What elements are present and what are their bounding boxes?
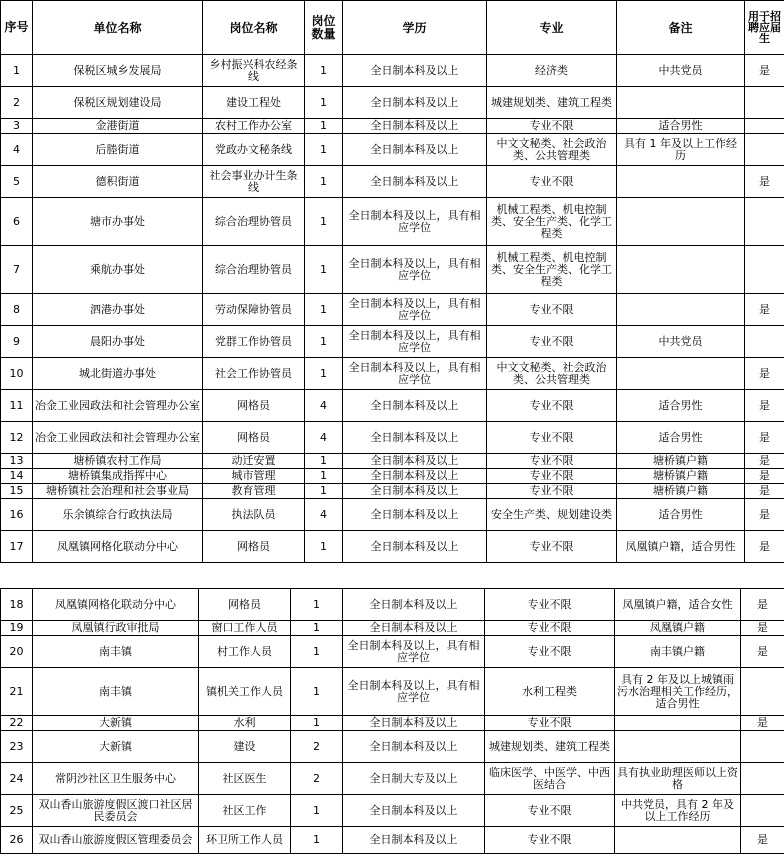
cell-note: 适合男性 xyxy=(617,422,745,454)
cell-edu: 全日制本科及以上，具有相应学位 xyxy=(343,668,485,716)
cell-unit: 城北街道办事处 xyxy=(33,358,203,390)
cell-unit: 塘桥镇农村工作局 xyxy=(33,454,203,469)
cell-post: 网格员 xyxy=(203,531,305,563)
cell-seq: 5 xyxy=(1,166,33,198)
header-flag: 用于招聘应届生 xyxy=(745,1,784,55)
cell-seq: 16 xyxy=(1,499,33,531)
cell-major: 专业不限 xyxy=(485,716,615,731)
cell-unit: 保税区规划建设局 xyxy=(33,87,203,119)
cell-note: 适合男性 xyxy=(617,390,745,422)
cell-unit: 塘市办事处 xyxy=(33,198,203,246)
cell-unit: 后塍街道 xyxy=(33,134,203,166)
cell-post: 网格员 xyxy=(203,390,305,422)
cell-flag xyxy=(745,119,784,134)
cell-count: 1 xyxy=(291,668,343,716)
cell-post: 镇机关工作人员 xyxy=(199,668,291,716)
cell-unit: 南丰镇 xyxy=(33,668,199,716)
cell-major: 专业不限 xyxy=(487,531,617,563)
cell-seq: 7 xyxy=(1,246,33,294)
cell-note xyxy=(617,166,745,198)
cell-major: 专业不限 xyxy=(487,469,617,484)
table-row xyxy=(1,589,784,621)
table-row xyxy=(1,119,784,134)
cell-seq: 19 xyxy=(1,621,33,636)
cell-unit: 德积街道 xyxy=(33,166,203,198)
cell-edu: 全日制本科及以上 xyxy=(343,119,487,134)
cell-note: 具有执业助理医师以上资格 xyxy=(615,763,741,795)
cell-count: 4 xyxy=(305,422,343,454)
cell-post: 窗口工作人员 xyxy=(199,621,291,636)
cell-post: 建设工程处 xyxy=(203,87,305,119)
cell-note: 南丰镇户籍 xyxy=(615,636,741,668)
cell-count: 1 xyxy=(291,716,343,731)
table-row xyxy=(1,731,784,763)
cell-count: 4 xyxy=(305,390,343,422)
cell-count: 1 xyxy=(291,795,343,827)
cell-edu: 全日制本科及以上 xyxy=(343,731,485,763)
cell-post: 城市管理 xyxy=(203,469,305,484)
cell-flag: 是 xyxy=(745,55,784,87)
table-row xyxy=(1,621,784,636)
cell-note xyxy=(617,246,745,294)
cell-flag xyxy=(745,198,784,246)
cell-unit: 凤凰镇网格化联动分中心 xyxy=(33,531,203,563)
cell-note: 凤凰镇户籍，适合女性 xyxy=(615,589,741,621)
cell-note: 具有 2 年及以上城镇雨污水治理相关工作经历，适合男性 xyxy=(615,668,741,716)
cell-post: 执法队员 xyxy=(203,499,305,531)
cell-unit: 凤凰镇行政审批局 xyxy=(33,621,199,636)
cell-major: 专业不限 xyxy=(487,166,617,198)
table-row xyxy=(1,390,784,422)
cell-note xyxy=(615,716,741,731)
cell-note: 凤凰镇户籍，适合男性 xyxy=(617,531,745,563)
cell-unit: 大新镇 xyxy=(33,716,199,731)
cell-note: 中共党员 xyxy=(617,55,745,87)
cell-flag xyxy=(741,795,784,827)
cell-post: 党政办文秘条线 xyxy=(203,134,305,166)
header-count: 岗位数量 xyxy=(305,1,343,55)
cell-note: 塘桥镇户籍 xyxy=(617,484,745,499)
header-row xyxy=(1,1,784,55)
cell-count: 1 xyxy=(305,55,343,87)
cell-note: 适合男性 xyxy=(617,499,745,531)
cell-post: 网格员 xyxy=(203,422,305,454)
cell-major: 专业不限 xyxy=(487,454,617,469)
cell-seq: 25 xyxy=(1,795,33,827)
cell-major: 临床医学、中医学、中西医结合 xyxy=(485,763,615,795)
cell-count: 1 xyxy=(305,531,343,563)
cell-edu: 全日制本科及以上 xyxy=(343,87,487,119)
cell-count: 1 xyxy=(291,827,343,854)
cell-post: 网格员 xyxy=(199,589,291,621)
cell-seq: 21 xyxy=(1,668,33,716)
cell-edu: 全日制本科及以上 xyxy=(343,166,487,198)
cell-note xyxy=(617,198,745,246)
cell-edu: 全日制本科及以上 xyxy=(343,454,487,469)
cell-post: 综合治理协管员 xyxy=(203,198,305,246)
cell-seq: 18 xyxy=(1,589,33,621)
cell-flag: 是 xyxy=(741,827,784,854)
cell-edu: 全日制本科及以上 xyxy=(343,827,485,854)
table-row xyxy=(1,454,784,469)
cell-count: 1 xyxy=(291,589,343,621)
cell-seq: 17 xyxy=(1,531,33,563)
table-row xyxy=(1,134,784,166)
table-row xyxy=(1,763,784,795)
cell-count: 1 xyxy=(305,326,343,358)
header-major: 专业 xyxy=(487,1,617,55)
cell-major: 专业不限 xyxy=(485,636,615,668)
cell-major: 专业不限 xyxy=(487,484,617,499)
cell-post: 综合治理协管员 xyxy=(203,246,305,294)
table-row xyxy=(1,198,784,246)
table-row xyxy=(1,716,784,731)
cell-note: 塘桥镇户籍 xyxy=(617,454,745,469)
cell-count: 1 xyxy=(305,454,343,469)
cell-edu: 全日制本科及以上，具有相应学位 xyxy=(343,198,487,246)
cell-major: 经济类 xyxy=(487,55,617,87)
cell-edu: 全日制本科及以上，具有相应学位 xyxy=(343,326,487,358)
header-post: 岗位名称 xyxy=(203,1,305,55)
cell-count: 1 xyxy=(305,134,343,166)
cell-flag xyxy=(745,134,784,166)
cell-major: 专业不限 xyxy=(487,326,617,358)
table-row xyxy=(1,484,784,499)
cell-note: 凤凰镇户籍 xyxy=(615,621,741,636)
cell-edu: 全日制本科及以上 xyxy=(343,469,487,484)
cell-count: 1 xyxy=(305,119,343,134)
cell-edu: 全日制本科及以上，具有相应学位 xyxy=(343,294,487,326)
cell-unit: 冶金工业园政法和社会管理办公室 xyxy=(33,390,203,422)
cell-post: 社区工作 xyxy=(199,795,291,827)
cell-edu: 全日制本科及以上 xyxy=(343,531,487,563)
cell-post: 乡村振兴科农经条线 xyxy=(203,55,305,87)
cell-edu: 全日制本科及以上 xyxy=(343,621,485,636)
cell-count: 4 xyxy=(305,499,343,531)
cell-unit: 乘航办事处 xyxy=(33,246,203,294)
cell-post: 劳动保障协管员 xyxy=(203,294,305,326)
table-row xyxy=(1,668,784,716)
cell-major: 专业不限 xyxy=(487,422,617,454)
cell-edu: 全日制本科及以上 xyxy=(343,55,487,87)
table-row xyxy=(1,87,784,119)
cell-major: 安全生产类、规划建设类 xyxy=(487,499,617,531)
table-row xyxy=(1,827,784,854)
cell-note: 具有 1 年及以上工作经历 xyxy=(617,134,745,166)
cell-count: 1 xyxy=(305,484,343,499)
cell-flag: 是 xyxy=(745,499,784,531)
cell-edu: 全日制本科及以上 xyxy=(343,422,487,454)
cell-major: 城建规划类、建筑工程类 xyxy=(485,731,615,763)
cell-unit: 双山香山旅游度假区渡口社区居民委员会 xyxy=(33,795,199,827)
cell-seq: 15 xyxy=(1,484,33,499)
cell-unit: 晨阳办事处 xyxy=(33,326,203,358)
cell-seq: 24 xyxy=(1,763,33,795)
header-seq: 序号 xyxy=(1,1,33,55)
cell-major: 专业不限 xyxy=(487,294,617,326)
cell-post: 水利 xyxy=(199,716,291,731)
cell-flag xyxy=(745,87,784,119)
recruitment-table-bottom xyxy=(0,588,784,854)
cell-major: 机械工程类、机电控制类、安全生产类、化学工程类 xyxy=(487,198,617,246)
cell-flag xyxy=(741,668,784,716)
table-row xyxy=(1,469,784,484)
cell-count: 1 xyxy=(291,621,343,636)
cell-unit: 冶金工业园政法和社会管理办公室 xyxy=(33,422,203,454)
cell-flag: 是 xyxy=(741,589,784,621)
cell-edu: 全日制本科及以上 xyxy=(343,589,485,621)
cell-unit: 大新镇 xyxy=(33,731,199,763)
header-edu: 学历 xyxy=(343,1,487,55)
table-row xyxy=(1,326,784,358)
cell-note xyxy=(615,731,741,763)
cell-seq: 22 xyxy=(1,716,33,731)
cell-count: 1 xyxy=(291,636,343,668)
table-row xyxy=(1,795,784,827)
cell-unit: 泗港办事处 xyxy=(33,294,203,326)
cell-flag: 是 xyxy=(745,531,784,563)
cell-seq: 1 xyxy=(1,55,33,87)
cell-flag: 是 xyxy=(745,454,784,469)
cell-note xyxy=(615,827,741,854)
cell-unit: 乐余镇综合行政执法局 xyxy=(33,499,203,531)
cell-unit: 金港街道 xyxy=(33,119,203,134)
cell-seq: 2 xyxy=(1,87,33,119)
cell-unit: 塘桥镇集成指挥中心 xyxy=(33,469,203,484)
cell-post: 村工作人员 xyxy=(199,636,291,668)
cell-seq: 9 xyxy=(1,326,33,358)
table-row xyxy=(1,422,784,454)
cell-seq: 14 xyxy=(1,469,33,484)
cell-flag: 是 xyxy=(745,294,784,326)
cell-major: 水利工程类 xyxy=(485,668,615,716)
cell-major: 专业不限 xyxy=(487,119,617,134)
cell-major: 专业不限 xyxy=(485,621,615,636)
table-row xyxy=(1,358,784,390)
cell-seq: 10 xyxy=(1,358,33,390)
cell-edu: 全日制本科及以上 xyxy=(343,484,487,499)
table-row xyxy=(1,499,784,531)
cell-major: 专业不限 xyxy=(485,827,615,854)
cell-post: 环卫所工作人员 xyxy=(199,827,291,854)
cell-unit: 常阴沙社区卫生服务中心 xyxy=(33,763,199,795)
cell-count: 2 xyxy=(291,763,343,795)
cell-count: 1 xyxy=(305,246,343,294)
cell-edu: 全日制本科及以上 xyxy=(343,795,485,827)
cell-count: 2 xyxy=(291,731,343,763)
cell-unit: 南丰镇 xyxy=(33,636,199,668)
table-row xyxy=(1,636,784,668)
cell-note xyxy=(617,87,745,119)
table-row xyxy=(1,531,784,563)
cell-flag xyxy=(745,326,784,358)
cell-note: 塘桥镇户籍 xyxy=(617,469,745,484)
cell-note: 适合男性 xyxy=(617,119,745,134)
cell-count: 1 xyxy=(305,87,343,119)
cell-flag xyxy=(741,763,784,795)
cell-edu: 全日制本科及以上 xyxy=(343,390,487,422)
header-note: 备注 xyxy=(617,1,745,55)
cell-seq: 26 xyxy=(1,827,33,854)
table-row xyxy=(1,246,784,294)
cell-flag: 是 xyxy=(745,484,784,499)
cell-unit: 塘桥镇社会治理和社会事业局 xyxy=(33,484,203,499)
cell-flag: 是 xyxy=(745,358,784,390)
table-body-bottom xyxy=(1,589,784,854)
cell-seq: 4 xyxy=(1,134,33,166)
cell-seq: 3 xyxy=(1,119,33,134)
cell-post: 建设 xyxy=(199,731,291,763)
cell-seq: 13 xyxy=(1,454,33,469)
cell-note xyxy=(617,358,745,390)
header-unit: 单位名称 xyxy=(33,1,203,55)
cell-major: 专业不限 xyxy=(487,390,617,422)
table-body-top xyxy=(1,55,784,563)
cell-seq: 8 xyxy=(1,294,33,326)
cell-post: 社会事业办计生条线 xyxy=(203,166,305,198)
cell-edu: 全日制本科及以上，具有相应学位 xyxy=(343,358,487,390)
cell-note: 中共党员 xyxy=(617,326,745,358)
cell-flag: 是 xyxy=(741,716,784,731)
cell-major: 中文文秘类、社会政治类、公共管理类 xyxy=(487,134,617,166)
table-row xyxy=(1,55,784,87)
cell-count: 1 xyxy=(305,294,343,326)
cell-count: 1 xyxy=(305,469,343,484)
cell-note: 中共党员，具有 2 年及以上工作经历 xyxy=(615,795,741,827)
cell-seq: 11 xyxy=(1,390,33,422)
cell-flag: 是 xyxy=(745,390,784,422)
cell-post: 教育管理 xyxy=(203,484,305,499)
cell-flag: 是 xyxy=(741,636,784,668)
cell-flag: 是 xyxy=(745,166,784,198)
cell-edu: 全日制大专及以上 xyxy=(343,763,485,795)
cell-edu: 全日制本科及以上，具有相应学位 xyxy=(343,246,487,294)
cell-flag xyxy=(745,246,784,294)
cell-post: 社会工作协管员 xyxy=(203,358,305,390)
cell-major: 专业不限 xyxy=(485,795,615,827)
table-row xyxy=(1,294,784,326)
cell-unit: 凤凰镇网格化联动分中心 xyxy=(33,589,199,621)
cell-flag: 是 xyxy=(741,621,784,636)
cell-major: 专业不限 xyxy=(485,589,615,621)
cell-major: 中文文秘类、社会政治类、公共管理类 xyxy=(487,358,617,390)
cell-count: 1 xyxy=(305,358,343,390)
cell-count: 1 xyxy=(305,198,343,246)
cell-note xyxy=(617,294,745,326)
cell-unit: 保税区城乡发展局 xyxy=(33,55,203,87)
cell-edu: 全日制本科及以上，具有相应学位 xyxy=(343,636,485,668)
cell-major: 城建规划类、建筑工程类 xyxy=(487,87,617,119)
table-row xyxy=(1,166,784,198)
cell-post: 党群工作协管员 xyxy=(203,326,305,358)
cell-seq: 20 xyxy=(1,636,33,668)
cell-post: 农村工作办公室 xyxy=(203,119,305,134)
cell-post: 社区医生 xyxy=(199,763,291,795)
cell-edu: 全日制本科及以上 xyxy=(343,499,487,531)
cell-post: 动迁安置 xyxy=(203,454,305,469)
cell-flag xyxy=(741,731,784,763)
cell-edu: 全日制本科及以上 xyxy=(343,716,485,731)
cell-seq: 23 xyxy=(1,731,33,763)
cell-count: 1 xyxy=(305,166,343,198)
cell-major: 机械工程类、机电控制类、安全生产类、化学工程类 xyxy=(487,246,617,294)
cell-flag: 是 xyxy=(745,469,784,484)
cell-edu: 全日制本科及以上 xyxy=(343,134,487,166)
cell-seq: 12 xyxy=(1,422,33,454)
cell-unit: 双山香山旅游度假区管理委员会 xyxy=(33,827,199,854)
cell-seq: 6 xyxy=(1,198,33,246)
cell-flag: 是 xyxy=(745,422,784,454)
